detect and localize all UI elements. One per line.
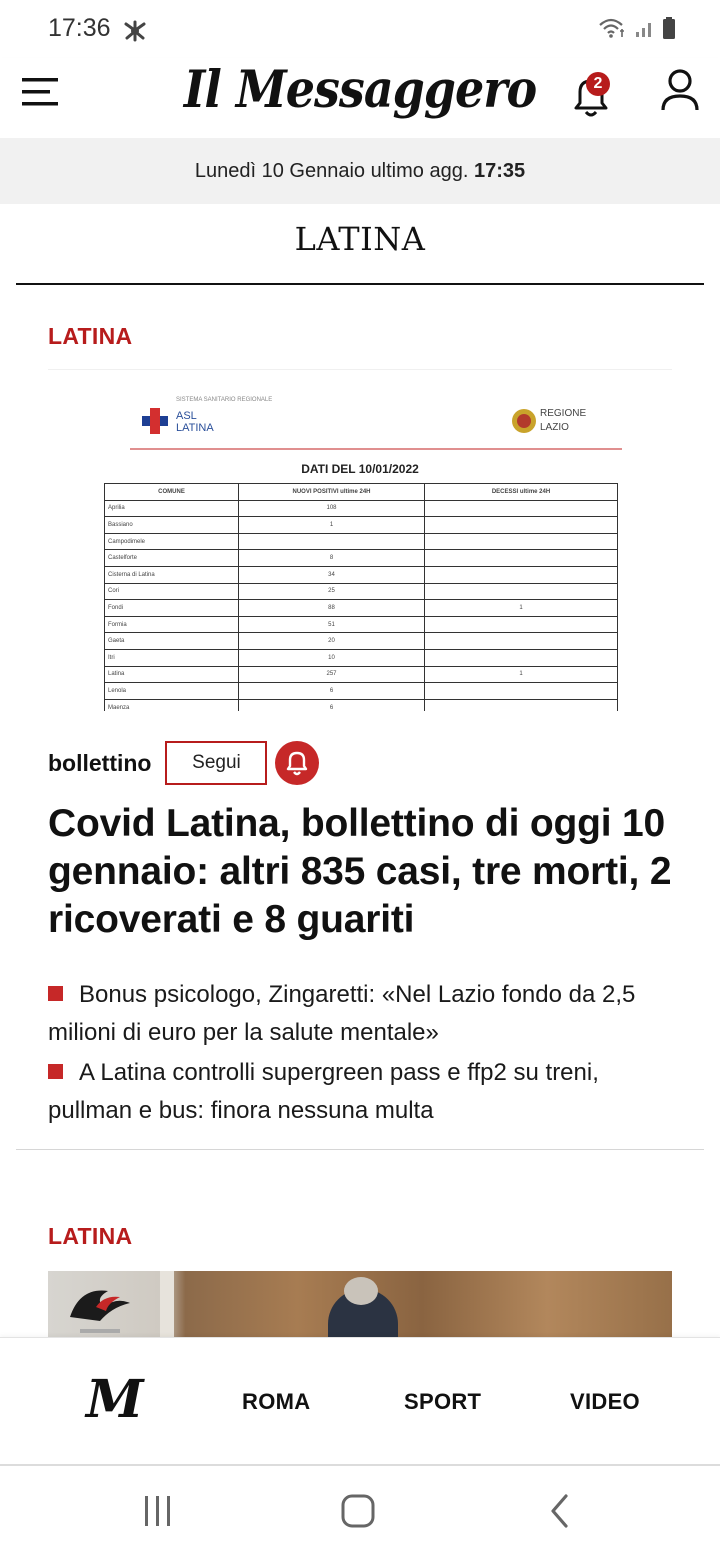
doc-table-cell: 20 [239, 633, 425, 650]
bottom-navigation [0, 1337, 720, 1465]
nav-item-sport[interactable]: SPORT [404, 1389, 482, 1414]
asl-name-2: LATINA [176, 422, 214, 434]
related-link-text: Bonus psicologo, Zingaretti: «Nel Lazio fondo da 2,5 milioni di euro per la salute mentale» [48, 981, 636, 1046]
doc-table-cell: Aprilia [105, 500, 239, 517]
doc-table-cell: Castelforte [105, 550, 239, 567]
doc-table-cell [425, 616, 618, 633]
doc-table-cell: 8 [239, 550, 425, 567]
doc-table-cell: 1 [239, 517, 425, 534]
bullet-square-icon [48, 1064, 63, 1079]
doc-table-cell: 257 [239, 666, 425, 683]
doc-table-cell: 6 [239, 699, 425, 711]
doc-table-row [105, 583, 618, 600]
doc-table-cell [425, 500, 618, 517]
doc-table-cell [425, 583, 618, 600]
doc-table-cell: 51 [239, 616, 425, 633]
doc-table-row [105, 699, 618, 711]
article-image[interactable] [48, 1271, 672, 1337]
doc-col-header: COMUNE [105, 484, 239, 501]
nav-item-video[interactable]: VIDEO [570, 1389, 640, 1414]
doc-table-cell [425, 566, 618, 583]
doc-table-cell: 25 [239, 583, 425, 600]
doc-table-row [105, 533, 618, 550]
article-divider [16, 1149, 704, 1150]
section-title: LATINA [294, 220, 426, 258]
app-header [0, 58, 720, 138]
doc-table-row [105, 649, 618, 666]
doc-table-row [105, 616, 618, 633]
doc-table-cell: 88 [239, 600, 425, 617]
battery-icon [662, 16, 676, 40]
back-icon[interactable] [548, 1493, 572, 1529]
bell-icon [284, 749, 310, 777]
doc-table-cell: Latina [105, 666, 239, 683]
doc-table-row [105, 517, 618, 534]
status-bar [0, 0, 720, 58]
doc-table-cell: Maenza [105, 699, 239, 711]
doc-table-cell: 1 [425, 666, 618, 683]
article-headline[interactable]: Covid Latina, bollettino di oggi 10 gennaio: altri 835 casi, tre morti, 2 ricoverati e 8 guariti [48, 802, 672, 941]
system-navigation-bar [0, 1466, 720, 1560]
doc-table-cell: Gaeta [105, 633, 239, 650]
doc-table [104, 483, 618, 711]
doc-table-cell: Lenola [105, 683, 239, 700]
doc-table-cell: Itri [105, 649, 239, 666]
status-time: 17:36 [48, 14, 111, 42]
article-image[interactable] [48, 369, 672, 711]
doc-table-cell [425, 550, 618, 567]
related-link[interactable] [48, 976, 688, 1052]
doc-table-cell: 10 [239, 649, 425, 666]
notifications-button[interactable] [568, 72, 614, 120]
photo-pillar [160, 1271, 174, 1337]
doc-title: DATI DEL 10/01/2022 [301, 462, 419, 476]
nav-item-roma[interactable]: ROMA [242, 1389, 311, 1414]
follow-notify-button[interactable] [275, 741, 319, 785]
tag-label[interactable]: bollettino [48, 749, 152, 776]
article-kicker[interactable]: LATINA [48, 1223, 133, 1249]
doc-table-cell [425, 649, 618, 666]
home-icon[interactable] [340, 1493, 376, 1529]
doc-table-cell: 6 [239, 683, 425, 700]
regione-1: REGIONE [540, 408, 587, 419]
asl-cross-logo [140, 406, 170, 436]
wifi-icon [598, 17, 628, 39]
bullet-square-icon [48, 986, 63, 1001]
related-link-text: A Latina controlli supergreen pass e ffp2 su treni, pullman e bus: finora nessuna multa [48, 1059, 599, 1124]
user-account-icon[interactable] [660, 68, 700, 112]
site-logo[interactable]: Il Messaggero [183, 58, 537, 120]
doc-table-cell: Bassiano [105, 517, 239, 534]
doc-table-cell [425, 533, 618, 550]
section-divider [16, 283, 704, 285]
follow-button[interactable]: Segui [165, 741, 267, 785]
doc-table-row [105, 566, 618, 583]
notification-badge: 2 [586, 72, 610, 96]
signal-icon [634, 17, 656, 39]
date-bar [0, 138, 720, 204]
doc-table-cell: Cori [105, 583, 239, 600]
doc-table-row [105, 633, 618, 650]
photo-person-head [344, 1277, 378, 1305]
recent-apps-icon[interactable] [142, 1494, 174, 1528]
date-text: Lunedì 10 Gennaio ultimo agg. [194, 160, 469, 182]
doc-table-cell: Campodimele [105, 533, 239, 550]
update-time: 17:35 [473, 160, 526, 182]
carabinieri-flame-logo [60, 1277, 150, 1337]
doc-table-cell [425, 633, 618, 650]
article-kicker[interactable]: LATINA [48, 323, 133, 349]
asl-caption: SISTEMA SANITARIO REGIONALE [176, 397, 273, 403]
doc-table-row [105, 666, 618, 683]
status-indicators [598, 16, 676, 40]
doc-table-cell: Fondi [105, 600, 239, 617]
doc-table-cell [425, 683, 618, 700]
doc-table-cell [239, 533, 425, 550]
doc-table-cell: 1 [425, 600, 618, 617]
app-notification-icon [122, 18, 148, 44]
asl-name-1: ASL [176, 410, 197, 422]
doc-table-cell: 34 [239, 566, 425, 583]
doc-table-row [105, 500, 618, 517]
doc-table-row [105, 550, 618, 567]
doc-col-header: DECESSI ultime 24H [425, 484, 618, 501]
home-logo-button[interactable]: M [86, 1369, 144, 1430]
doc-table-cell: Formia [105, 616, 239, 633]
doc-table-cell [425, 517, 618, 534]
doc-table-row [105, 600, 618, 617]
related-link[interactable] [48, 1054, 688, 1130]
doc-header-line [130, 448, 622, 450]
doc-table-row [105, 683, 618, 700]
doc-table-cell [425, 699, 618, 711]
regione-2: LAZIO [540, 422, 569, 433]
tag-row [48, 741, 319, 785]
doc-table-cell: 108 [239, 500, 425, 517]
doc-table-cell: Cisterna di Latina [105, 566, 239, 583]
regione-emblem-icon [510, 406, 538, 436]
doc-col-header: NUOVI POSITIVI ultime 24H [239, 484, 425, 501]
